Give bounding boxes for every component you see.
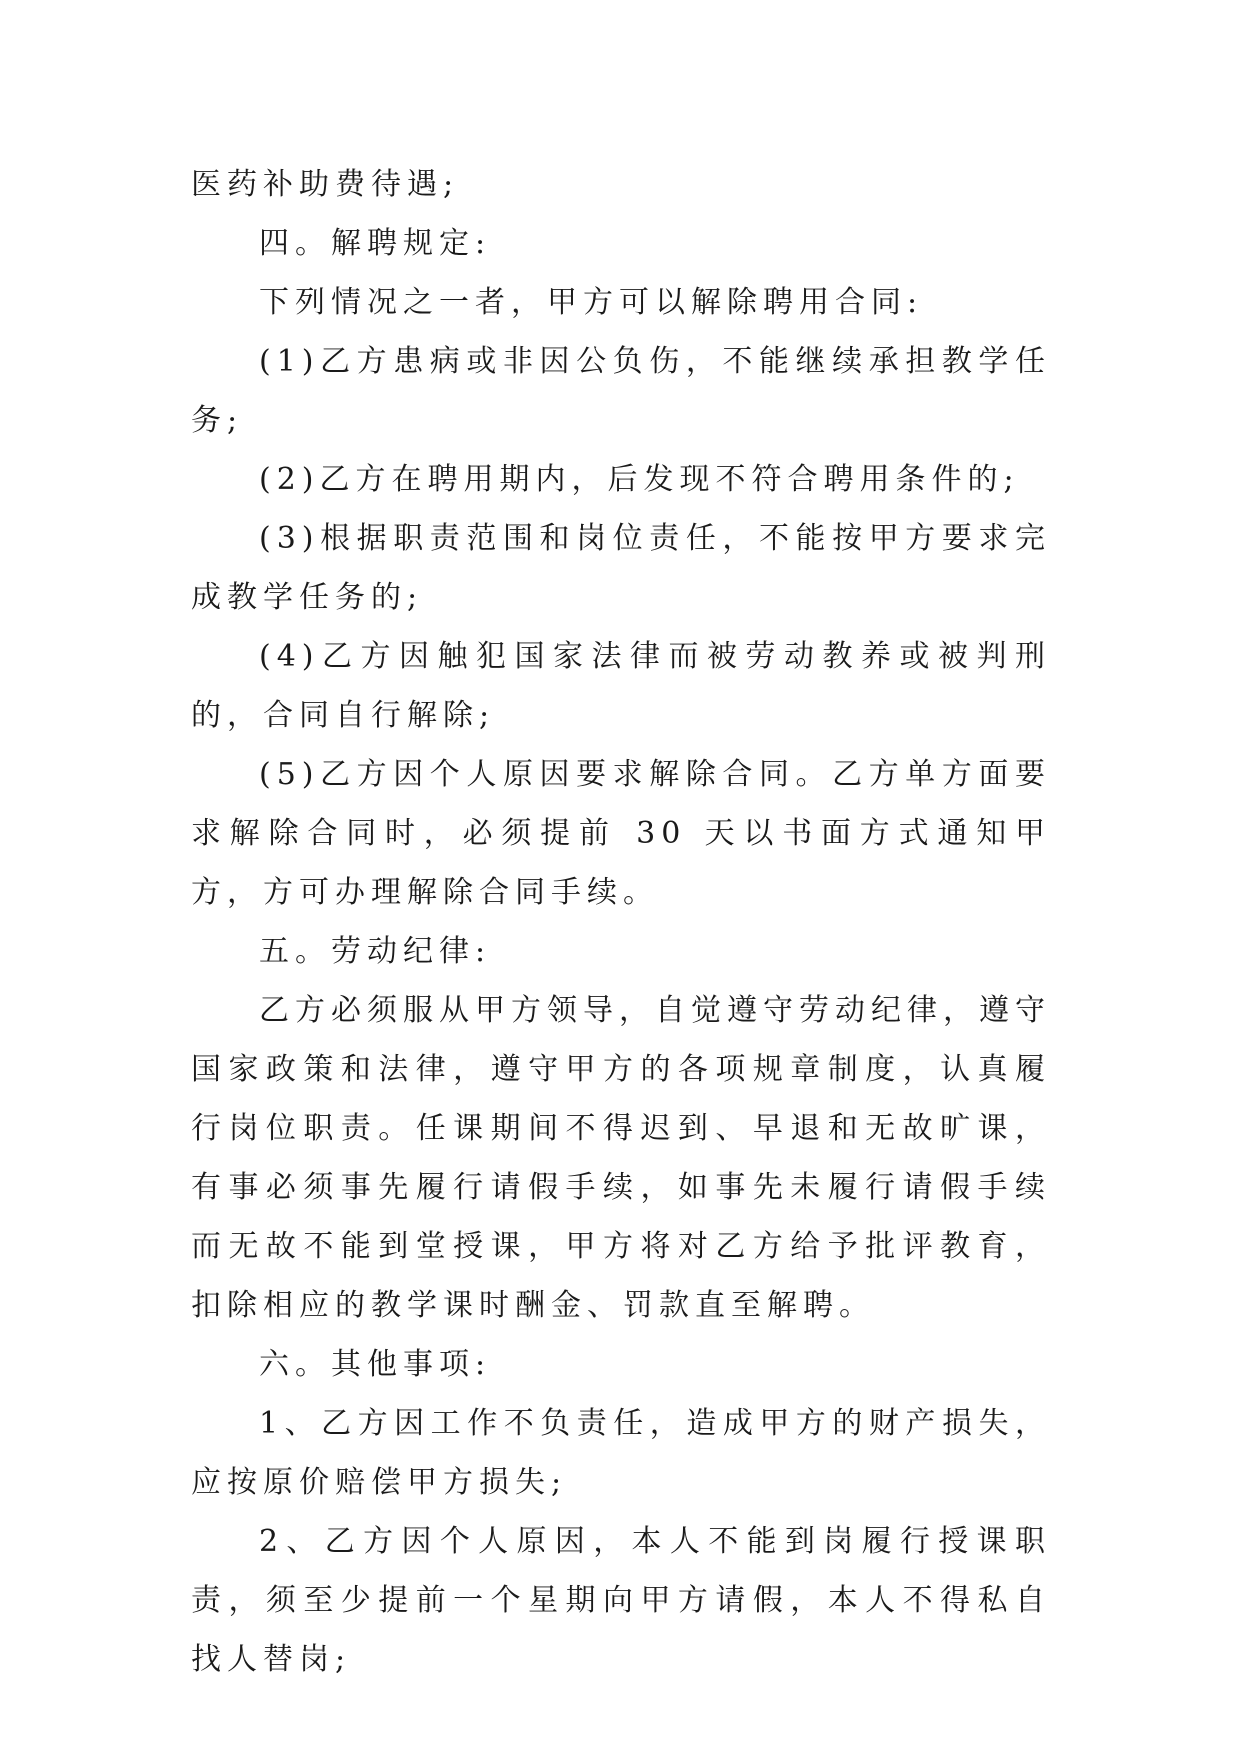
other-item-2: 2、乙方因个人原因，本人不能到岗履行授课职责，须至少提前一个星期向甲方请假，本人不得私自找人替岗;: [191, 1524, 1051, 1677]
section-heading-discipline: 五。劳动纪律:: [259, 934, 492, 969]
list-item-1: (1)乙方患病或非因公负伤，不能继续承担教学任务;: [191, 344, 1051, 438]
list-item-5: (5)乙方因个人原因要求解除合同。乙方单方面要求解除合同时，必须提前 30 天以书面方式通知甲方，方可办理解除合同手续。: [191, 757, 1051, 910]
section-heading-other: 六。其他事项:: [259, 1347, 492, 1382]
list-item-3: (3)根据职责范围和岗位责任，不能按甲方要求完成教学任务的;: [191, 521, 1051, 615]
list-item-4: (4)乙方因触犯国家法律而被劳动教养或被判刑的，合同自行解除;: [191, 639, 1051, 733]
paragraph-dismissal-intro: 下列情况之一者，甲方可以解除聘用合同:: [259, 285, 924, 320]
list-item-2: (2)乙方在聘用期内，后发现不符合聘用条件的;: [259, 462, 1020, 497]
paragraph-discipline: 乙方必须服从甲方领导，自觉遵守劳动纪律，遵守国家政策和法律，遵守甲方的各项规章制度，认真履行岗位职责。任课期间不得迟到、早退和无故旷课，有事必须事先履行请假手续，如事先未履行请假手续而无故不能到堂授课，甲方将对乙方给予批评教育，扣除相应的教学课时酬金、罚款直至解聘。: [191, 993, 1051, 1323]
other-item-1: 1、乙方因工作不负责任，造成甲方的财产损失，应按原价赔偿甲方损失;: [191, 1406, 1051, 1500]
paragraph-continuation: 医药补助费待遇;: [191, 167, 460, 202]
document-body: [191, 155, 1051, 1689]
section-heading-dismissal: 四。解聘规定:: [259, 226, 492, 261]
